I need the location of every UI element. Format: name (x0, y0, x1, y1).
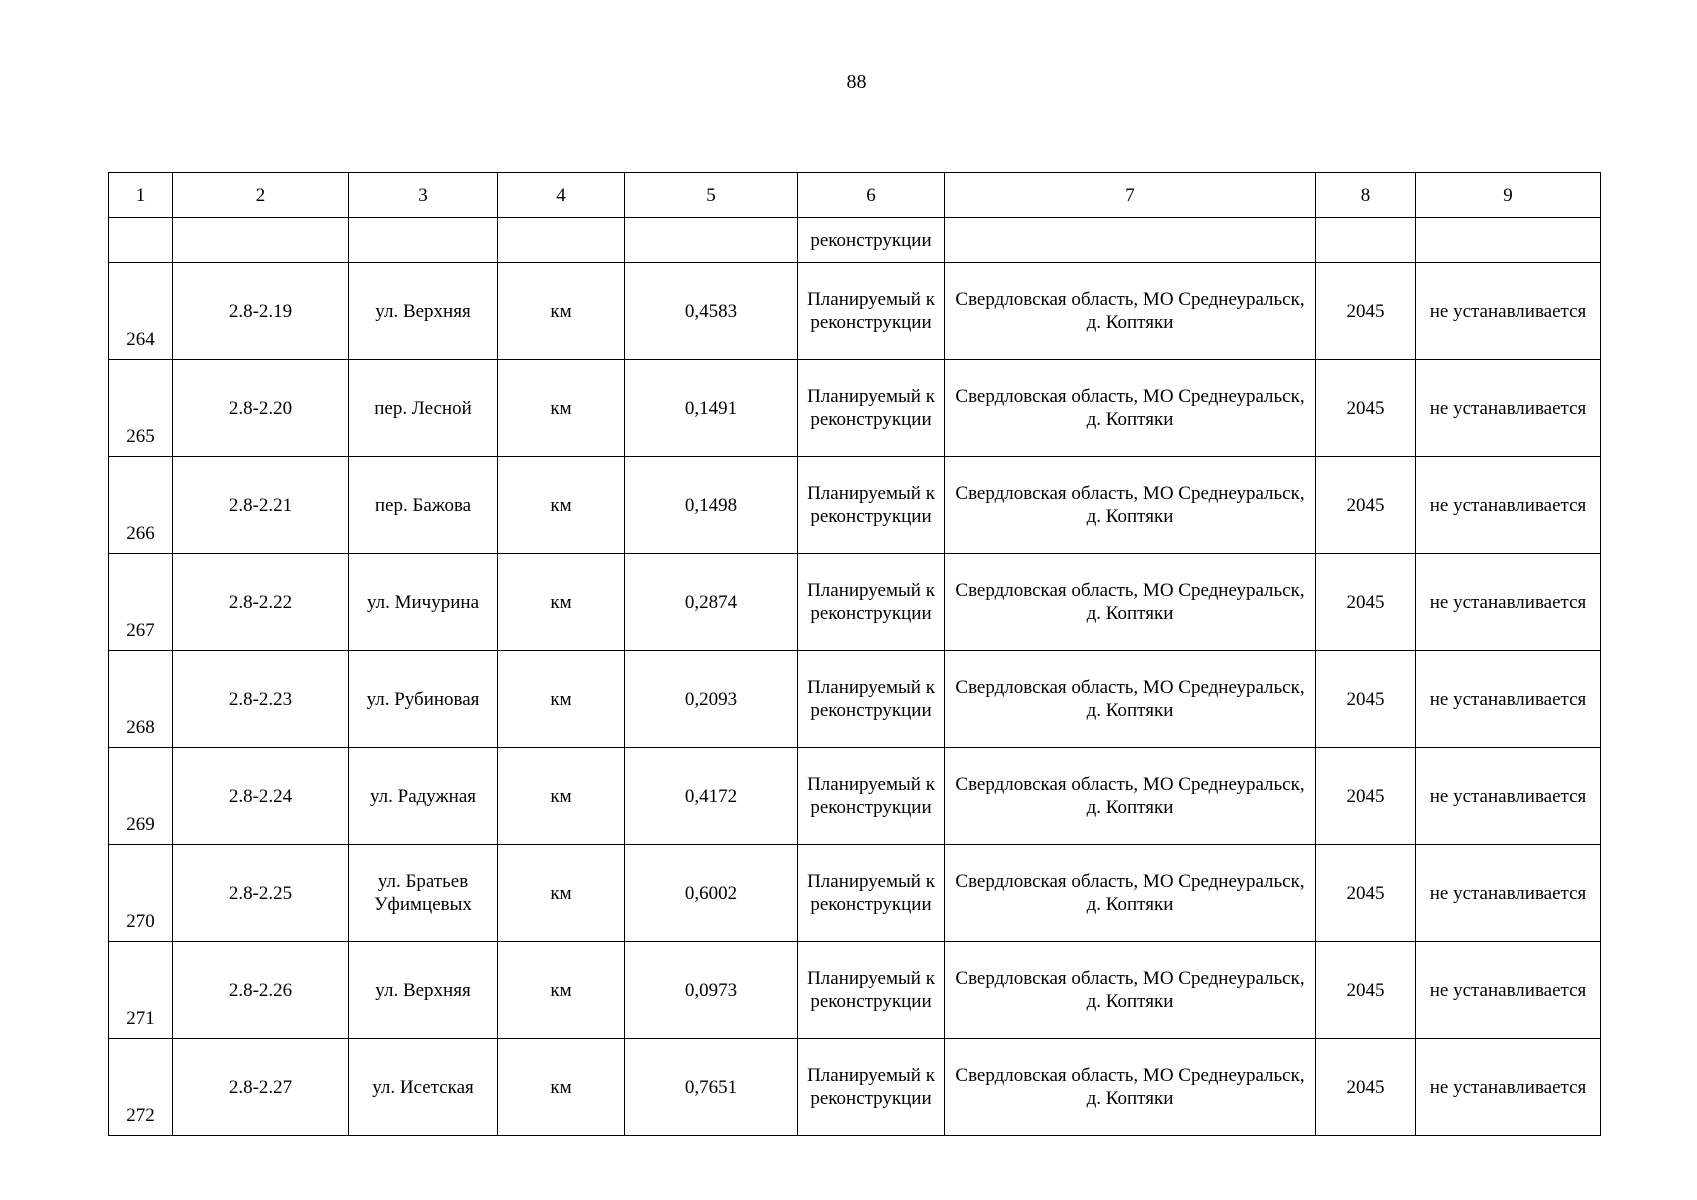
cell-num: 266 (109, 457, 173, 554)
cell-status: Планируемый к реконструкции (798, 651, 945, 748)
column-header-8: 8 (1316, 173, 1416, 218)
cell-location (945, 218, 1316, 263)
cell-code: 2.8-2.27 (173, 1039, 349, 1136)
cell-status: Планируемый к реконструкции (798, 748, 945, 845)
cell-code: 2.8-2.20 (173, 360, 349, 457)
cell-code (173, 218, 349, 263)
cell-unit: км (498, 554, 625, 651)
cell-location: Свердловская область, МО Среднеуральск, д. Коптяки (945, 651, 1316, 748)
cell-code: 2.8-2.23 (173, 651, 349, 748)
cell-unit: км (498, 1039, 625, 1136)
cell-status: Планируемый к реконструкции (798, 457, 945, 554)
cell-status: Планируемый к реконструкции (798, 845, 945, 942)
cell-value: 0,4583 (625, 263, 798, 360)
column-number-row (109, 173, 1601, 218)
cell-zone: не устанавливается (1416, 263, 1601, 360)
cell-zone: не устанавливается (1416, 457, 1601, 554)
table-row (109, 651, 1601, 748)
cell-unit: км (498, 748, 625, 845)
cell-unit: км (498, 651, 625, 748)
table-row (109, 554, 1601, 651)
table-row (109, 457, 1601, 554)
cell-location: Свердловская область, МО Среднеуральск, д. Коптяки (945, 942, 1316, 1039)
cell-zone: не устанавливается (1416, 942, 1601, 1039)
page-number: 88 (846, 71, 867, 93)
column-header-3: 3 (349, 173, 498, 218)
cell-unit (498, 218, 625, 263)
cell-year: 2045 (1316, 554, 1416, 651)
cell-num: 269 (109, 748, 173, 845)
table-row (109, 845, 1601, 942)
cell-year: 2045 (1316, 1039, 1416, 1136)
cell-year: 2045 (1316, 457, 1416, 554)
cell-code: 2.8-2.24 (173, 748, 349, 845)
cell-zone: не устанавливается (1416, 554, 1601, 651)
cell-num: 272 (109, 1039, 173, 1136)
cell-code: 2.8-2.22 (173, 554, 349, 651)
cell-value: 0,6002 (625, 845, 798, 942)
cell-year: 2045 (1316, 942, 1416, 1039)
cell-status: Планируемый к реконструкции (798, 263, 945, 360)
cell-num (109, 218, 173, 263)
cell-unit: км (498, 942, 625, 1039)
continuation-row (109, 218, 1601, 263)
cell-name: ул. Радужная (349, 748, 498, 845)
cell-name (349, 218, 498, 263)
cell-name: ул. Верхняя (349, 942, 498, 1039)
cell-location: Свердловская область, МО Среднеуральск, д. Коптяки (945, 360, 1316, 457)
cell-zone: не устанавливается (1416, 360, 1601, 457)
cell-zone: не устанавливается (1416, 845, 1601, 942)
cell-num: 268 (109, 651, 173, 748)
column-header-5: 5 (625, 173, 798, 218)
cell-value: 0,1491 (625, 360, 798, 457)
registry-table (108, 172, 1601, 1136)
cell-status: Планируемый к реконструкции (798, 554, 945, 651)
cell-location: Свердловская область, МО Среднеуральск, д. Коптяки (945, 263, 1316, 360)
cell-code: 2.8-2.26 (173, 942, 349, 1039)
column-header-2: 2 (173, 173, 349, 218)
table-row (109, 263, 1601, 360)
cell-year: 2045 (1316, 748, 1416, 845)
cell-location: Свердловская область, МО Среднеуральск, д. Коптяки (945, 845, 1316, 942)
cell-status: реконструкции (798, 218, 945, 263)
cell-value: 0,7651 (625, 1039, 798, 1136)
cell-num: 271 (109, 942, 173, 1039)
column-header-9: 9 (1416, 173, 1601, 218)
cell-value: 0,1498 (625, 457, 798, 554)
cell-zone: не устанавливается (1416, 651, 1601, 748)
table-row (109, 748, 1601, 845)
column-header-6: 6 (798, 173, 945, 218)
cell-value: 0,2093 (625, 651, 798, 748)
cell-status: Планируемый к реконструкции (798, 942, 945, 1039)
column-header-7: 7 (945, 173, 1316, 218)
cell-unit: км (498, 263, 625, 360)
cell-location: Свердловская область, МО Среднеуральск, д. Коптяки (945, 1039, 1316, 1136)
cell-name: ул. Мичурина (349, 554, 498, 651)
cell-name: ул. Братьев Уфимцевых (349, 845, 498, 942)
column-header-1: 1 (109, 173, 173, 218)
cell-num: 270 (109, 845, 173, 942)
cell-num: 267 (109, 554, 173, 651)
cell-location: Свердловская область, МО Среднеуральск, д. Коптяки (945, 748, 1316, 845)
table-row (109, 942, 1601, 1039)
table-row (109, 1039, 1601, 1136)
cell-num: 265 (109, 360, 173, 457)
cell-unit: км (498, 360, 625, 457)
cell-value (625, 218, 798, 263)
cell-zone (1416, 218, 1601, 263)
table-row (109, 360, 1601, 457)
cell-zone: не устанавливается (1416, 1039, 1601, 1136)
cell-name: ул. Рубиновая (349, 651, 498, 748)
cell-year: 2045 (1316, 360, 1416, 457)
cell-location: Свердловская область, МО Среднеуральск, д. Коптяки (945, 554, 1316, 651)
cell-name: ул. Исетская (349, 1039, 498, 1136)
cell-status: Планируемый к реконструкции (798, 1039, 945, 1136)
cell-zone: не устанавливается (1416, 748, 1601, 845)
cell-year (1316, 218, 1416, 263)
column-header-4: 4 (498, 173, 625, 218)
cell-unit: км (498, 845, 625, 942)
cell-year: 2045 (1316, 263, 1416, 360)
cell-num: 264 (109, 263, 173, 360)
cell-value: 0,2874 (625, 554, 798, 651)
cell-name: пер. Бажова (349, 457, 498, 554)
cell-year: 2045 (1316, 845, 1416, 942)
cell-name: ул. Верхняя (349, 263, 498, 360)
cell-value: 0,0973 (625, 942, 798, 1039)
cell-location: Свердловская область, МО Среднеуральск, д. Коптяки (945, 457, 1316, 554)
cell-value: 0,4172 (625, 748, 798, 845)
cell-code: 2.8-2.19 (173, 263, 349, 360)
cell-code: 2.8-2.21 (173, 457, 349, 554)
cell-code: 2.8-2.25 (173, 845, 349, 942)
cell-unit: км (498, 457, 625, 554)
cell-name: пер. Лесной (349, 360, 498, 457)
cell-year: 2045 (1316, 651, 1416, 748)
cell-status: Планируемый к реконструкции (798, 360, 945, 457)
